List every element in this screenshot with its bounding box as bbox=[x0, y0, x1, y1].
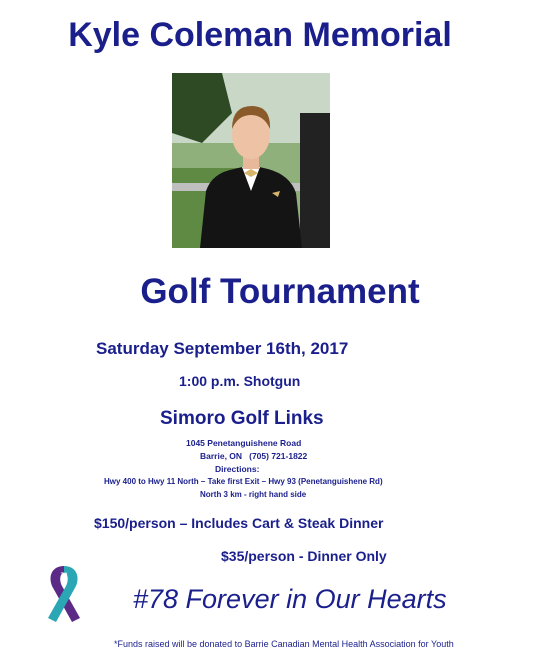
venue-address: 1045 Penetanguishene Road bbox=[186, 438, 302, 448]
tagline: #78 Forever in Our Hearts bbox=[133, 584, 447, 614]
price-dinner: $35/person - Dinner Only bbox=[221, 548, 387, 564]
price-full: $150/person – Includes Cart & Steak Dinner bbox=[94, 515, 384, 531]
directions-line-2: North 3 km - right hand side bbox=[200, 490, 307, 499]
venue-city-phone: Barrie, ON (705) 721-1822 bbox=[200, 451, 308, 461]
venue-name: Simoro Golf Links bbox=[160, 408, 324, 429]
page-title: Kyle Coleman Memorial bbox=[68, 16, 452, 54]
directions-label: Directions: bbox=[215, 464, 260, 474]
ribbon-number: 78 bbox=[60, 573, 68, 579]
awareness-ribbon-icon bbox=[42, 562, 86, 626]
event-name: Golf Tournament bbox=[140, 272, 420, 311]
footnote: *Funds raised will be donated to Barrie Canadian Mental Health Association for Youth bbox=[114, 639, 454, 649]
event-start-time: 1:00 p.m. Shotgun bbox=[179, 373, 301, 389]
memorial-photo bbox=[172, 73, 330, 248]
portrait-image bbox=[172, 73, 330, 248]
event-date: Saturday September 16th, 2017 bbox=[96, 339, 349, 358]
directions-line-1: Hwy 400 to Hwy 11 North – Take first Exit – Hwy 93 (Penetanguishene Rd) bbox=[104, 477, 383, 486]
